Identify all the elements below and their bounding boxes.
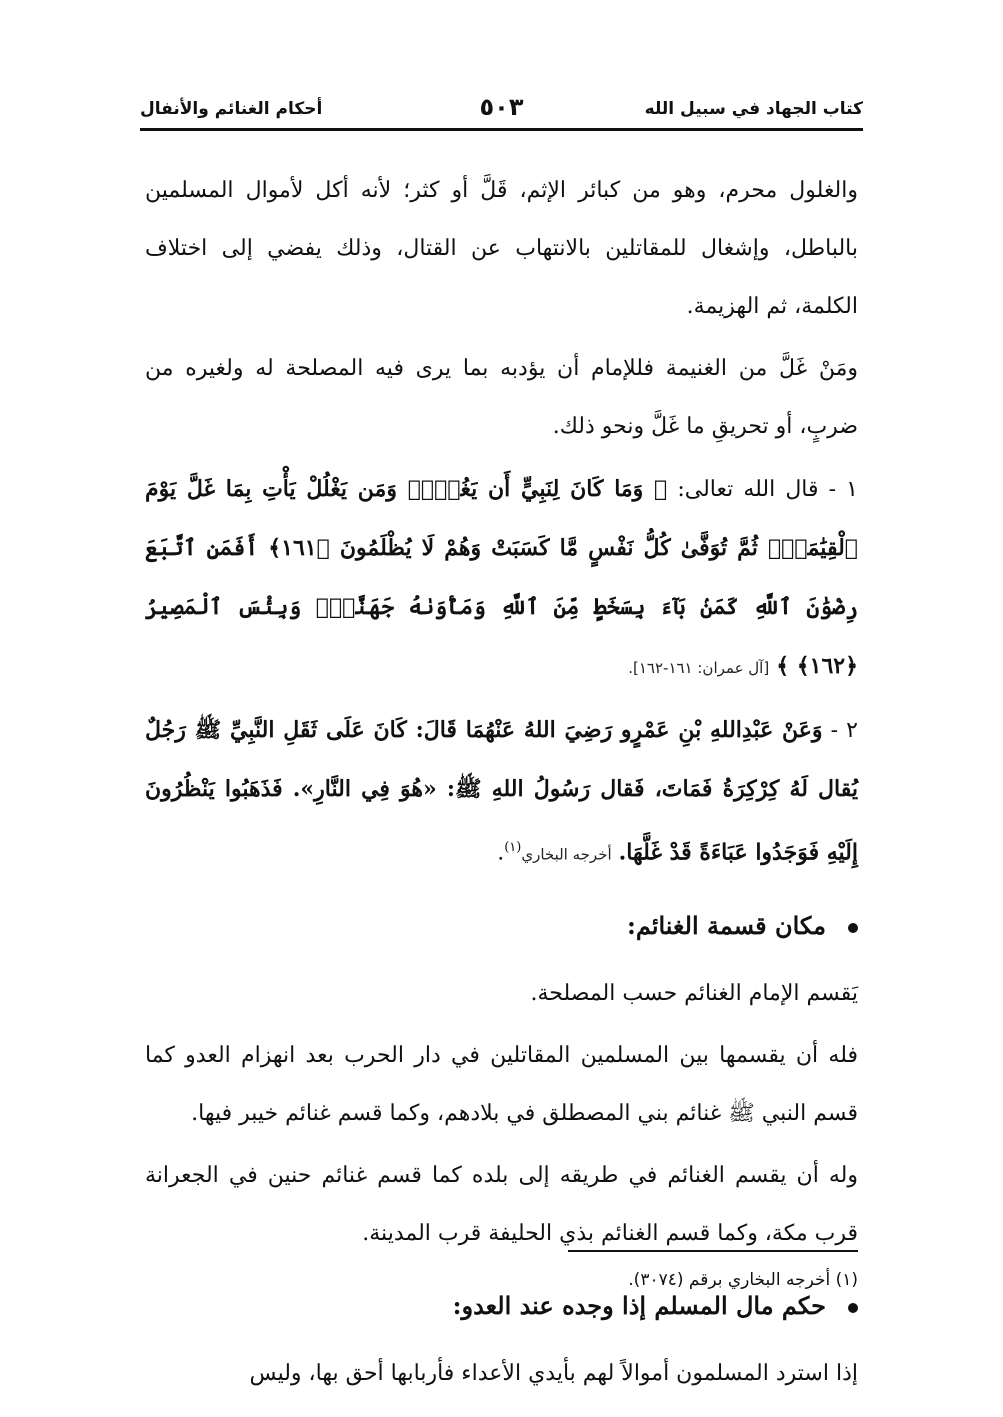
paragraph-ghulul: والغلول محرم، وهو من كبائر الإثم، قَلَّ أو كثر؛ لأنه أكل لأموال المسلمين بالباطل، وإشغال للمقاتلين بالانتهاب عن القتال، وذلك يفضي إلى اختلاف الكلمة، ثم الهزيمة.	[145, 178, 858, 319]
paragraph-on-route: وله أن يقسم الغنائم في طريقه إلى بلده كما قسم غنائم حنين في الجعرانة قرب مكة، وكما قسم الغنائم بذي الحليفة قرب المدينة.	[145, 1163, 858, 1247]
quran-item	[145, 460, 858, 697]
bullet-icon	[848, 923, 858, 933]
page-number: ٥٠٣	[479, 93, 524, 121]
page-body	[145, 162, 858, 1403]
quran-intro: قال الله تعالى:	[677, 477, 819, 502]
paragraph-imam-divides: يَقسم الإمام الغنائم حسب المصلحة.	[530, 981, 858, 1007]
hadith-text: وَعَنْ عَبْدِاللهِ بْنِ عَمْرٍو رَضِيَ اللهُ عَنْهُمَا قَالَ: كَانَ عَلَى ثَقَلِ النَّبِيِّ ﷺ رَجُلٌ يُقال لَهُ كِرْكِرَةُ فَمَاتَ، فَقال رَسُولُ اللهِ ﷺ: «هُوَ فِي النَّارِ». فَذَهَبُوا يَنْظُرُونَ إِلَيْهِ فَوَجَدُوا عَبَاءَةً قَدْ غَلَّهَا.	[145, 717, 858, 866]
footnote-marker: (١)	[504, 840, 522, 855]
item-number: ١ -	[828, 477, 858, 502]
bullet-icon	[848, 1303, 858, 1313]
paragraph-dar-harb: فله أن يقسمها بين المسلمين المقاتلين في دار الحرب بعد انهزام العدو كما قسم النبي ﷺ غنائم بني المصطلق في بلادهم، وكما قسم غنائم خيبر فيها.	[145, 1043, 858, 1127]
quran-verse: ﴿ وَمَا كَانَ لِنَبِيٍّ أَن يَغُلَّۚ وَمَن يَغْلُلْ يَأْتِ بِمَا غَلَّ يَوْمَ ٱلْقِيَٰمَةِۚ ثُمَّ تُوَفَّىٰ كُلُّ نَفْسٍ مَّا كَسَبَتْ وَهُمْ لَا يُظْلَمُونَ ﴿١٦١﴾ أَفَمَنِ ٱتَّبَعَ رِضْوَٰنَ ٱللَّهِ كَمَنۢ بَآءَ بِسَخَطٍ مِّنَ ٱللَّهِ وَمَأْوَىٰهُ جَهَنَّمُۚ وَبِئْسَ ٱلْمَصِيرُ ﴿١٦٢﴾ ﴾	[145, 476, 858, 679]
quran-reference: [آل عمران: ١٦١-١٦٢].	[628, 659, 770, 677]
heading-text: مكان قسمة الغنائم:	[626, 911, 826, 941]
book-title: كتاب الجهاد في سبيل الله	[644, 99, 863, 119]
heading-text: حكم مال المسلم إذا وجده عند العدو:	[452, 1291, 826, 1321]
paragraph-punishment: ومَنْ غَلَّ من الغنيمة فللإمام أن يؤدبه بما يرى فيه المصلحة له ولغيره من ضربٍ، أو تحريقِ ما غَلَّ ونحو ذلك.	[145, 356, 858, 439]
paragraph-recovered-property: إذا استرد المسلمون أموالاً لهم بأيدي الأعداء فأربابها أحق بها، وليس	[249, 1361, 858, 1387]
hadith-reference: أخرجه البخاري	[521, 845, 612, 864]
header-divider	[140, 128, 863, 131]
hadith-end: .	[497, 840, 505, 866]
page-header	[140, 93, 863, 125]
chapter-title: أحكام الغنائم والأنفال	[140, 99, 323, 119]
hadith-item	[145, 701, 858, 883]
item-number: ٢ -	[830, 718, 858, 743]
section-heading-division	[145, 897, 858, 955]
footnote-divider	[568, 1250, 858, 1252]
footnote: (١) أخرجه البخاري برقم (٣٠٧٤).	[628, 1270, 858, 1290]
